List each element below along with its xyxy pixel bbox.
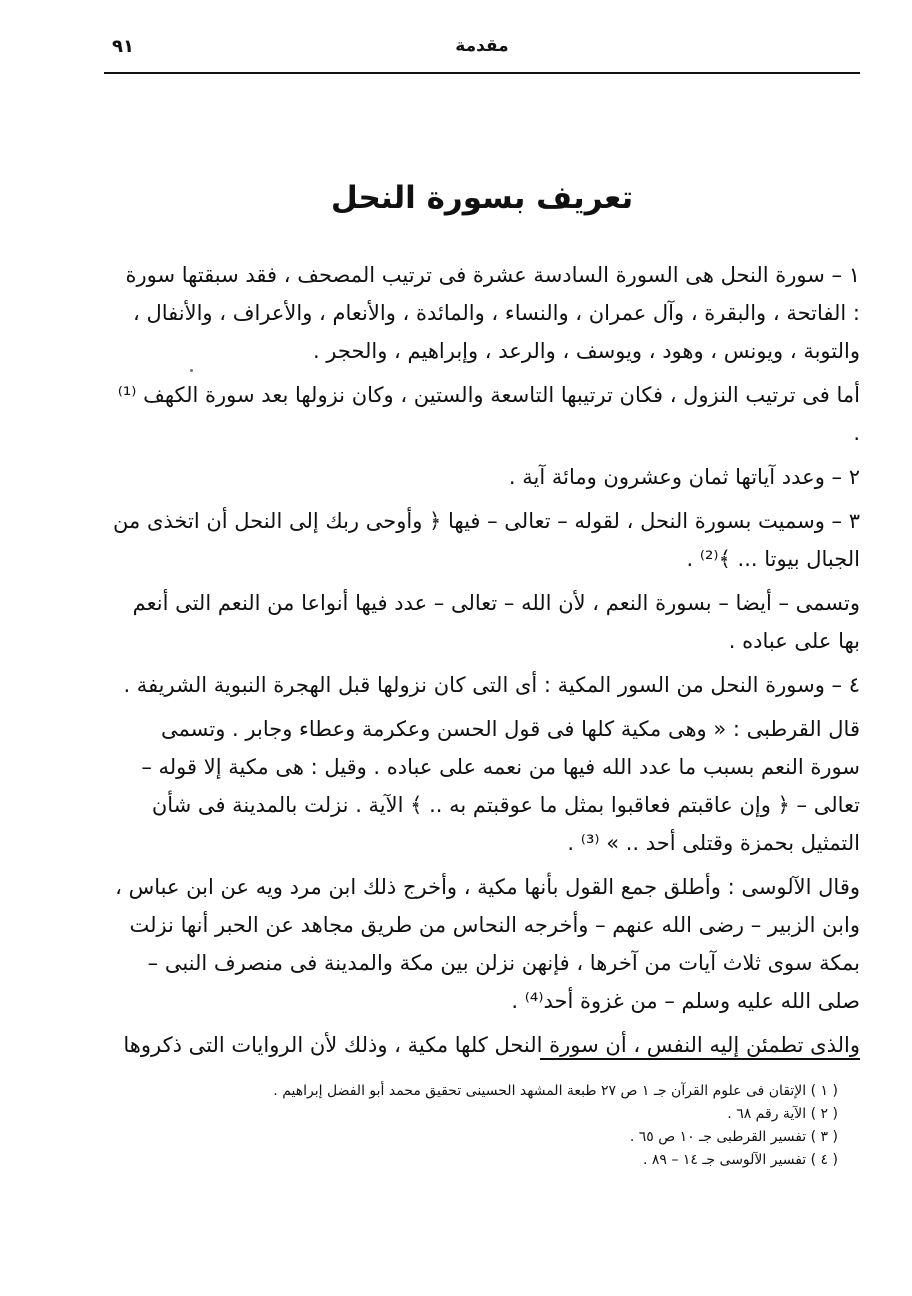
paragraph-9: والذى تطمئن إليه النفس ، أن سورة النحل كلها مكية ، وذلك لأن الروايات التى ذكروها (123, 1033, 860, 1057)
chapter-title: تعريف بسورة النحل (330, 180, 634, 216)
page-header (104, 34, 860, 70)
paragraph-5: وتسمى – أيضا – بسورة النعم ، لأن الله – تعالى – عدد فيها أنواعا من النعم التى أنعم بها على عباده . (132, 591, 860, 653)
paragraph-6: ٤ – وسورة النحل من السور المكية : أى التى كان نزولها قبل الهجرة النبوية الشريفة . (123, 673, 860, 697)
paragraph-4: ٣ – وسميت بسورة النحل ، لقوله – تعالى – فيها ﴿ وأوحى ربك إلى النحل أن اتخذى من الجبال بيوتا ... ﴾⁽²⁾ . (113, 509, 860, 571)
footnotes (170, 1080, 838, 1172)
footnote-3: ( ٣ ) تفسير القرطبى جـ ١٠ ص ٦٥ . (629, 1129, 838, 1145)
paragraph-1: ١ – سورة النحل هى السورة السادسة عشرة فى ترتيب المصحف ، فقد سبقتها سورة : الفاتحة ، والبقرة ، وآل عمران ، والنساء ، والمائدة ، والأنعام ، والأعراف ، والأنفال ، والتوبة ، ويونس ، وهود ، ويوسف ، والرعد ، وإبراهيم ، والحجر . (125, 263, 860, 363)
margin-mark (190, 369, 193, 372)
footnote-2: ( ٢ ) الآية رقم ٦٨ . (727, 1106, 838, 1122)
paragraph-3: ٢ – وعدد آياتها ثمان وعشرون ومائة آية . (508, 465, 860, 489)
paragraph-7: قال القرطبى : « وهى مكية كلها فى قول الحسن وعكرمة وعطاء وجابر . وتسمى سورة النعم بسبب ما عدد الله فيها من نعمه على عباده . وقيل : هى مكية إلا قوله – تعالى – ﴿ وإن عاقبتم فعاقبوا بمثل ما عوقبتم به .. ﴾ الآية . نزلت بالمدينة فى شأن التمثيل بحمزة وقتلى أحد .. » ⁽³⁾ . (141, 717, 860, 855)
header-divider (104, 72, 860, 74)
body-text (112, 256, 860, 1070)
paragraph-8: وقال الآلوسى : وأطلق جمع القول بأنها مكية ، وأخرج ذلك ابن مرد ويه عن ابن عباس ، وابن الزبير – رضى الله عنهم – وأخرجه النحاس من طريق مجاهد عن الحبر أنها نزلت بمكة سوى ثلاث آيات من آخرها ، فإنهن نزلن بين مكة والمدينة فى منصرف النبى – صلى الله عليه وسلم – من غزوة أحد⁽⁴⁾ . (115, 875, 860, 1013)
footnote-4: ( ٤ ) تفسير الآلوسى جـ ١٤ – ٨٩ . (642, 1152, 838, 1168)
paragraph-2: أما فى ترتيب النزول ، فكان ترتيبها التاسعة والستين ، وكان نزولها بعد سورة الكهف ⁽¹⁾ . (117, 383, 860, 445)
footnote-1: ( ١ ) الإتقان فى علوم القرآن جـ ١ ص ٢٧ طبعة المشهد الحسينى تحقيق محمد أبو الفضل إبراهيم . (273, 1083, 838, 1099)
footnote-divider (540, 1058, 860, 1060)
running-title: مقدمة (455, 36, 509, 56)
page-number: ٩١ (112, 36, 134, 57)
